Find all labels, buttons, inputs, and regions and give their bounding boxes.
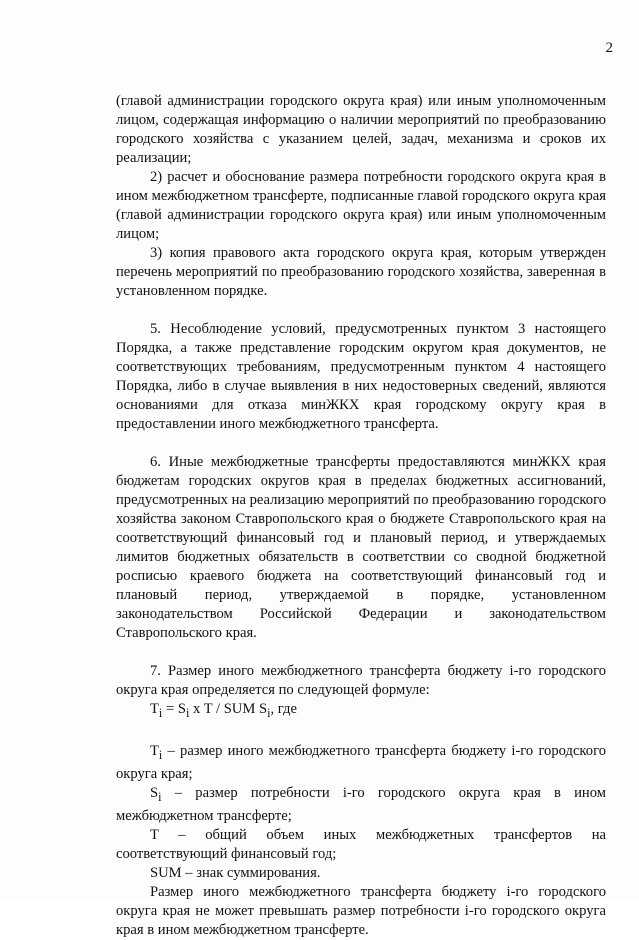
item-3: 3) копия правового акта городского округа края, которым утвержден перечень мероприятий по преобразованию городского хозяйства, заверенная в установленном порядке. (116, 245, 606, 299)
definition-t: T – общий объем иных межбюджетных трансфертов на соответствующий финансовый год; (116, 826, 606, 862)
definition-ti: $T_i$ – размер иного межбюджетного трансферта бюджету i-го городского округа края; (116, 742, 606, 782)
formula: $T_i = S_i$ x T / SUM $S_i$, где (150, 701, 297, 720)
document-body (116, 92, 606, 940)
clause-5: 5. Несоблюдение условий, предусмотренных пунктом 3 настоящего Порядка, а также представление городским округом края документов, не соответствующих требованиям, предусмотренным пунктом 4 настоящего Порядка, либо в случае выявления в них недостоверных сведений, являются основаниями для отказа минЖКХ края городскому округу края в предоставлении иного межбюджетного трансферта. (116, 321, 606, 432)
definition-si: $S_i$ – размер потребности i-го городского округа края в ином межбюджетном трансферте; (116, 784, 606, 824)
closing-paragraph: Размер иного межбюджетного трансферта бюджету i-го городского округа края не может превышать размер потребности i-го городского округа края в ином межбюджетном трансферте. (116, 883, 606, 938)
item-1-continuation: (главой администрации городского округа края) или иным уполномоченным лицом, содержащая информацию о наличии мероприятий по преобразованию городского хозяйства с указанием целей, задач, механизма и сроков их реализации; (116, 93, 606, 166)
clause-7-intro: 7. Размер иного межбюджетного трансферта бюджету i-го городского округа края определяется по следующей формуле: (116, 663, 606, 698)
item-2: 2) расчет и обоснование размера потребности городского округа края в ином межбюджетном трансферте, подписанные главой городского округа края (главой администрации городского округа края) или иным уполномоченным лицом; (116, 169, 606, 242)
definition-sum: SUM – знак суммирования. (150, 864, 321, 881)
page-number: 2 (605, 40, 613, 56)
clause-6: 6. Иные межбюджетные трансферты предоставляются минЖКХ края бюджетам городских округов края в пределах бюджетных ассигнований, предусмотренных на реализацию мероприятий по преобразованию городского хозяйства законом Ставропольского края о бюджете Ставропольского края на соответствующий финансовый год и плановый период, и утверждаемых лимитов бюджетных обязательств в соответствии со сводной бюджетной росписью краевого бюджета на соответствующий финансовый год и плановый период, утверждаемой в порядке, установленном законодательством Российской Федерации и законодательством Ставропольского края. (116, 454, 606, 641)
